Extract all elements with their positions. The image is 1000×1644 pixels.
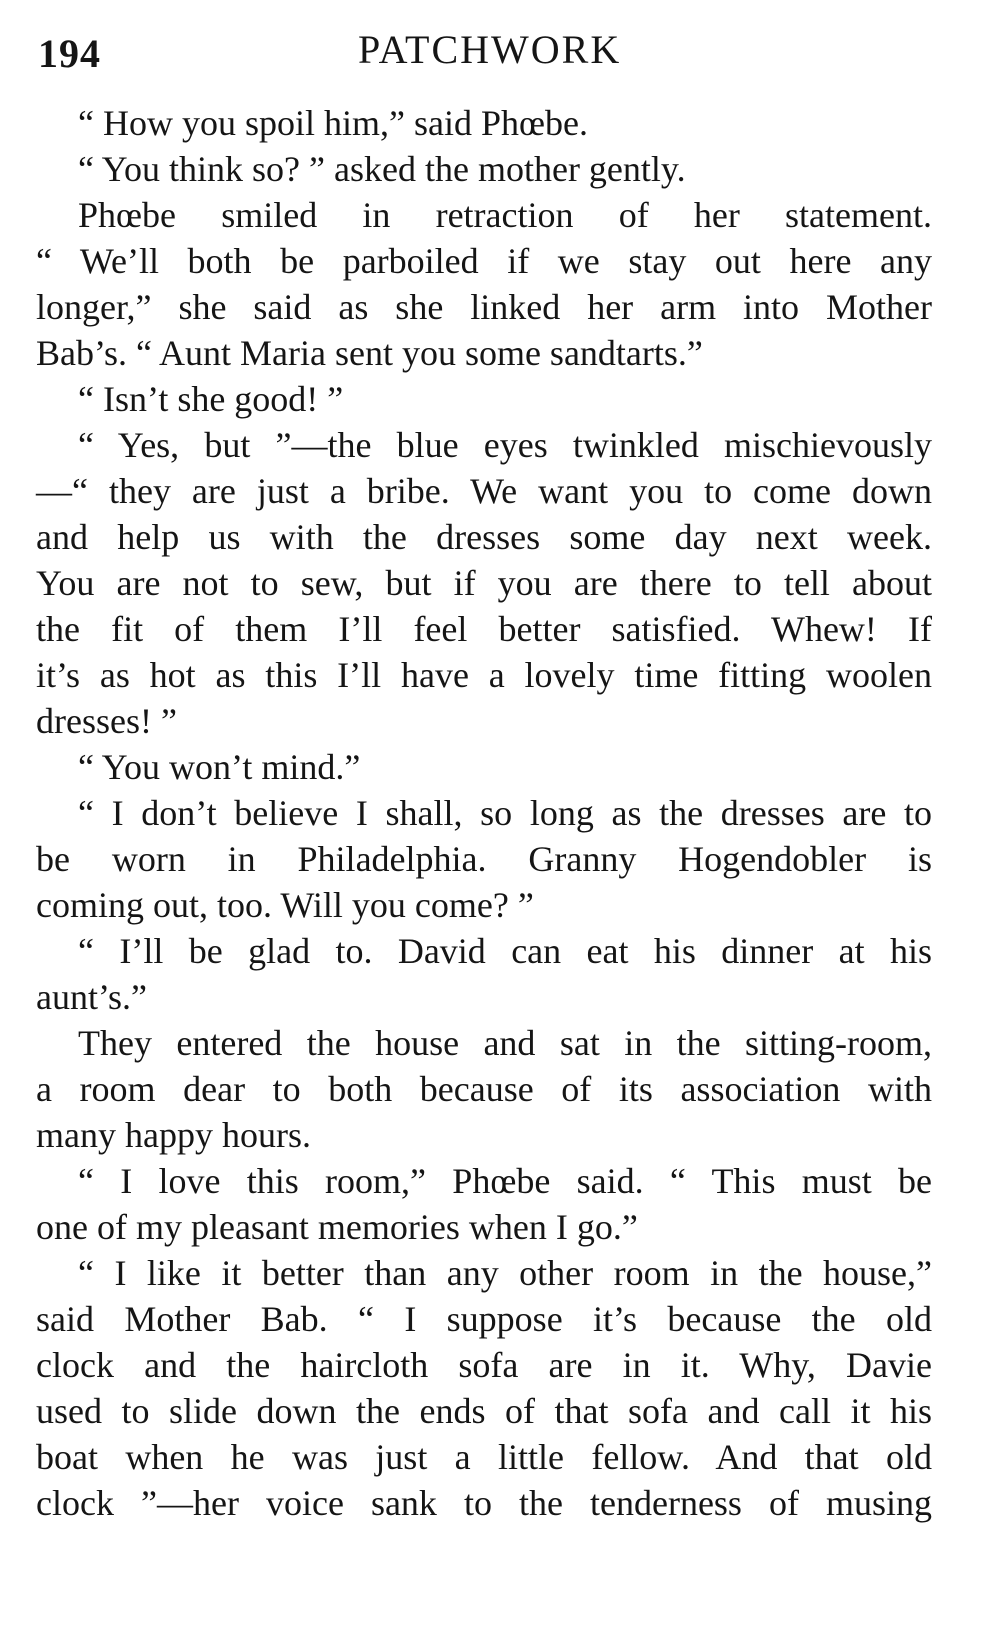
body-text <box>36 100 932 1620</box>
text-line: “ We’ll both be parboiled if we stay out here any <box>36 241 932 281</box>
text-line: a room dear to both because of its association with <box>36 1069 932 1109</box>
text-line: You are not to sew, but if you are there to tell about <box>36 563 932 603</box>
text-line: Bab’s. “ Aunt Maria sent you some sandtarts.” <box>36 333 703 373</box>
page-header <box>38 26 968 82</box>
text-line: aunt’s.” <box>36 977 147 1017</box>
page-number: 194 <box>38 31 101 76</box>
text-line: it’s as hot as this I’ll have a lovely time fitting woolen <box>36 655 932 695</box>
text-line: “ I love this room,” Phœbe said. “ This must be <box>78 1161 932 1201</box>
text-line: many happy hours. <box>36 1115 311 1155</box>
text-line: the fit of them I’ll feel better satisfied. Whew! If <box>36 609 932 649</box>
text-line: coming out, too. Will you come? ” <box>36 885 534 925</box>
text-line: be worn in Philadelphia. Granny Hogendobler is <box>36 839 932 879</box>
text-line: dresses! ” <box>36 701 177 741</box>
text-line: “ I don’t believe I shall, so long as the dresses are to <box>78 793 932 833</box>
text-line: “ Isn’t she good! ” <box>78 379 344 419</box>
text-line: used to slide down the ends of that sofa and call it his <box>36 1391 932 1431</box>
text-line: “ Yes, but ”—the blue eyes twinkled mischievously <box>78 425 932 465</box>
text-line: boat when he was just a little fellow. And that old <box>36 1437 932 1477</box>
text-line: one of my pleasant memories when I go.” <box>36 1207 638 1247</box>
text-line: “ I’ll be glad to. David can eat his dinner at his <box>78 931 932 971</box>
text-line: “ You think so? ” asked the mother gently. <box>78 149 686 189</box>
text-line: longer,” she said as she linked her arm into Mother <box>36 287 932 327</box>
text-line: —“ they are just a bribe. We want you to come down <box>36 471 932 511</box>
text-line: “ I like it better than any other room in the house,” <box>78 1253 932 1293</box>
text-line: said Mother Bab. “ I suppose it’s because the old <box>36 1299 932 1339</box>
text-line: clock ”—her voice sank to the tenderness of musing <box>36 1483 932 1523</box>
text-line: and help us with the dresses some day next week. <box>36 517 932 557</box>
text-line: They entered the house and sat in the sitting-room, <box>78 1023 932 1063</box>
text-line: Phœbe smiled in retraction of her statement. <box>78 195 932 235</box>
text-line: clock and the haircloth sofa are in it. Why, Davie <box>36 1345 932 1385</box>
text-line: “ You won’t mind.” <box>78 747 361 787</box>
running-title: PATCHWORK <box>358 27 622 72</box>
text-line: “ How you spoil him,” said Phœbe. <box>78 103 588 143</box>
